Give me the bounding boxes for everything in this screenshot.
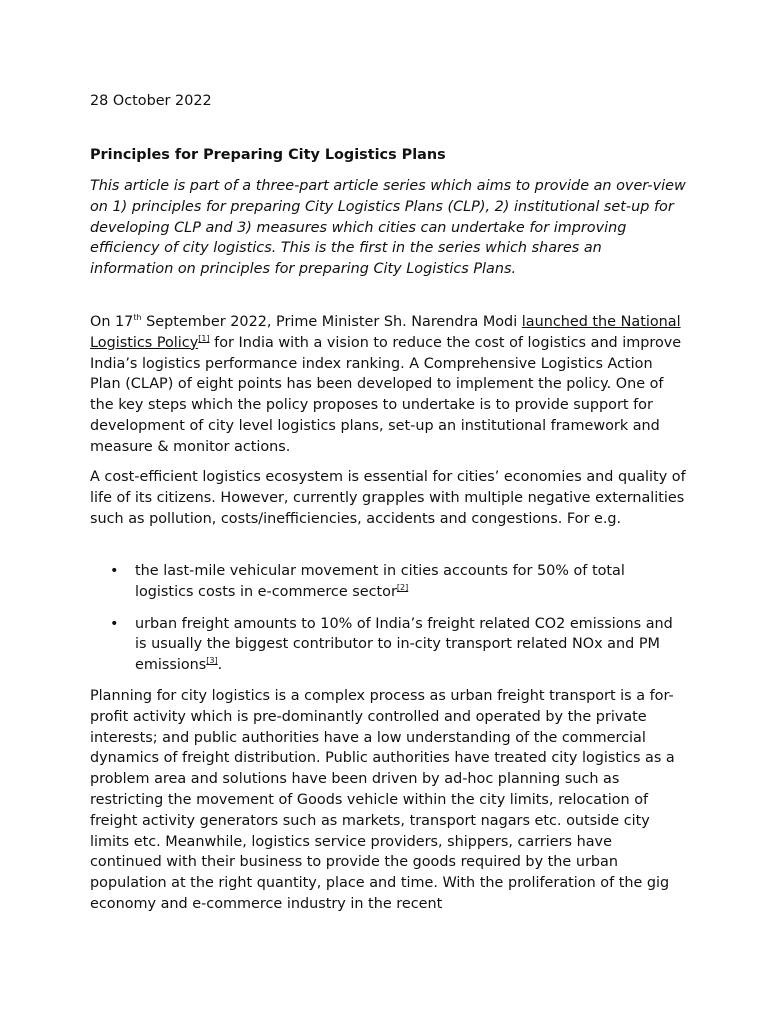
article-title: Principles for Preparing City Logistics Plans: [90, 147, 446, 163]
policy-paragraph: [90, 312, 686, 458]
list-item-text: the last-mile vehicular movement in cities accounts for 50% of total logistics costs in e-commerce sector: [135, 563, 625, 600]
list-item: [90, 561, 686, 603]
intro-paragraph: This article is part of a three-part article series which aims to provide an over-view on 1) principles for preparing City Logistics Plans (CLP), 2) institutional set-up for developing CLP and 3) measures which cities can undertake for improving efficiency of city logistics. This is the first in the series which shares an information on principles for preparing City Logistics Plans.: [90, 178, 686, 278]
footnote-ref-1[interactable]: [1]: [198, 333, 210, 343]
ecosystem-paragraph: A cost-efficient logistics ecosystem is essential for cities’ economies and quality of life of its citizens. However, currently grapples with multiple negative externalities such as pollution, costs/inefficiencies, accidents and congestions. For e.g.: [90, 469, 686, 527]
bullet-list: [90, 561, 686, 687]
ordinal-suffix: th: [133, 313, 142, 322]
bullet-icon: •: [110, 615, 119, 632]
national-logistics-policy-link[interactable]: launched the National Logistics Policy: [90, 314, 681, 351]
document-date: 28 October 2022: [90, 93, 212, 109]
policy-text-end: for India with a vision to reduce the cost of logistics and improve India’s logistics performance index ranking. A Comprehensive Logistics Action Plan (CLAP) of eight points has been developed to implement the policy. One of the key steps which the policy proposes to undertake is to provide support for development of city level logistics plans, set-up an institutional framework and measure & monitor actions.: [90, 334, 682, 455]
planning-paragraph: Planning for city logistics is a complex process as urban freight transport is a for-profit activity which is pre-dominantly controlled and operated by the private interests; and public authorities have a low understanding of the commercial dynamics of freight distribution. Public authorities have treated city logistics as a problem area and solutions have been driven by ad-hoc planning such as restricting the movement of Goods vehicle within the city limits, relocation of freight activity generators such as markets, transport nagars etc. outside city limits etc. Meanwhile, logistics service providers, shippers, carriers have continued with their business to provide the goods required by the urban population at the right quantity, place and time. With the proliferation of the gig economy and e-commerce industry in the recent: [90, 688, 675, 912]
policy-text-start: On 17: [90, 314, 134, 330]
policy-text-middle: September 2022, Prime Minister Sh. Narendra Modi: [141, 314, 522, 330]
list-item: [90, 614, 686, 676]
footnote-ref-2[interactable]: [2]: [396, 582, 409, 592]
bullet-icon: •: [110, 563, 119, 579]
footnote-ref-3[interactable]: [3]: [206, 656, 218, 666]
list-item-text: urban freight amounts to 10% of India’s freight related CO2 emissions and is usually the biggest contributor to in-city transport related NOx and PM emissions: [135, 615, 673, 674]
list-item-tail: .: [217, 657, 223, 674]
